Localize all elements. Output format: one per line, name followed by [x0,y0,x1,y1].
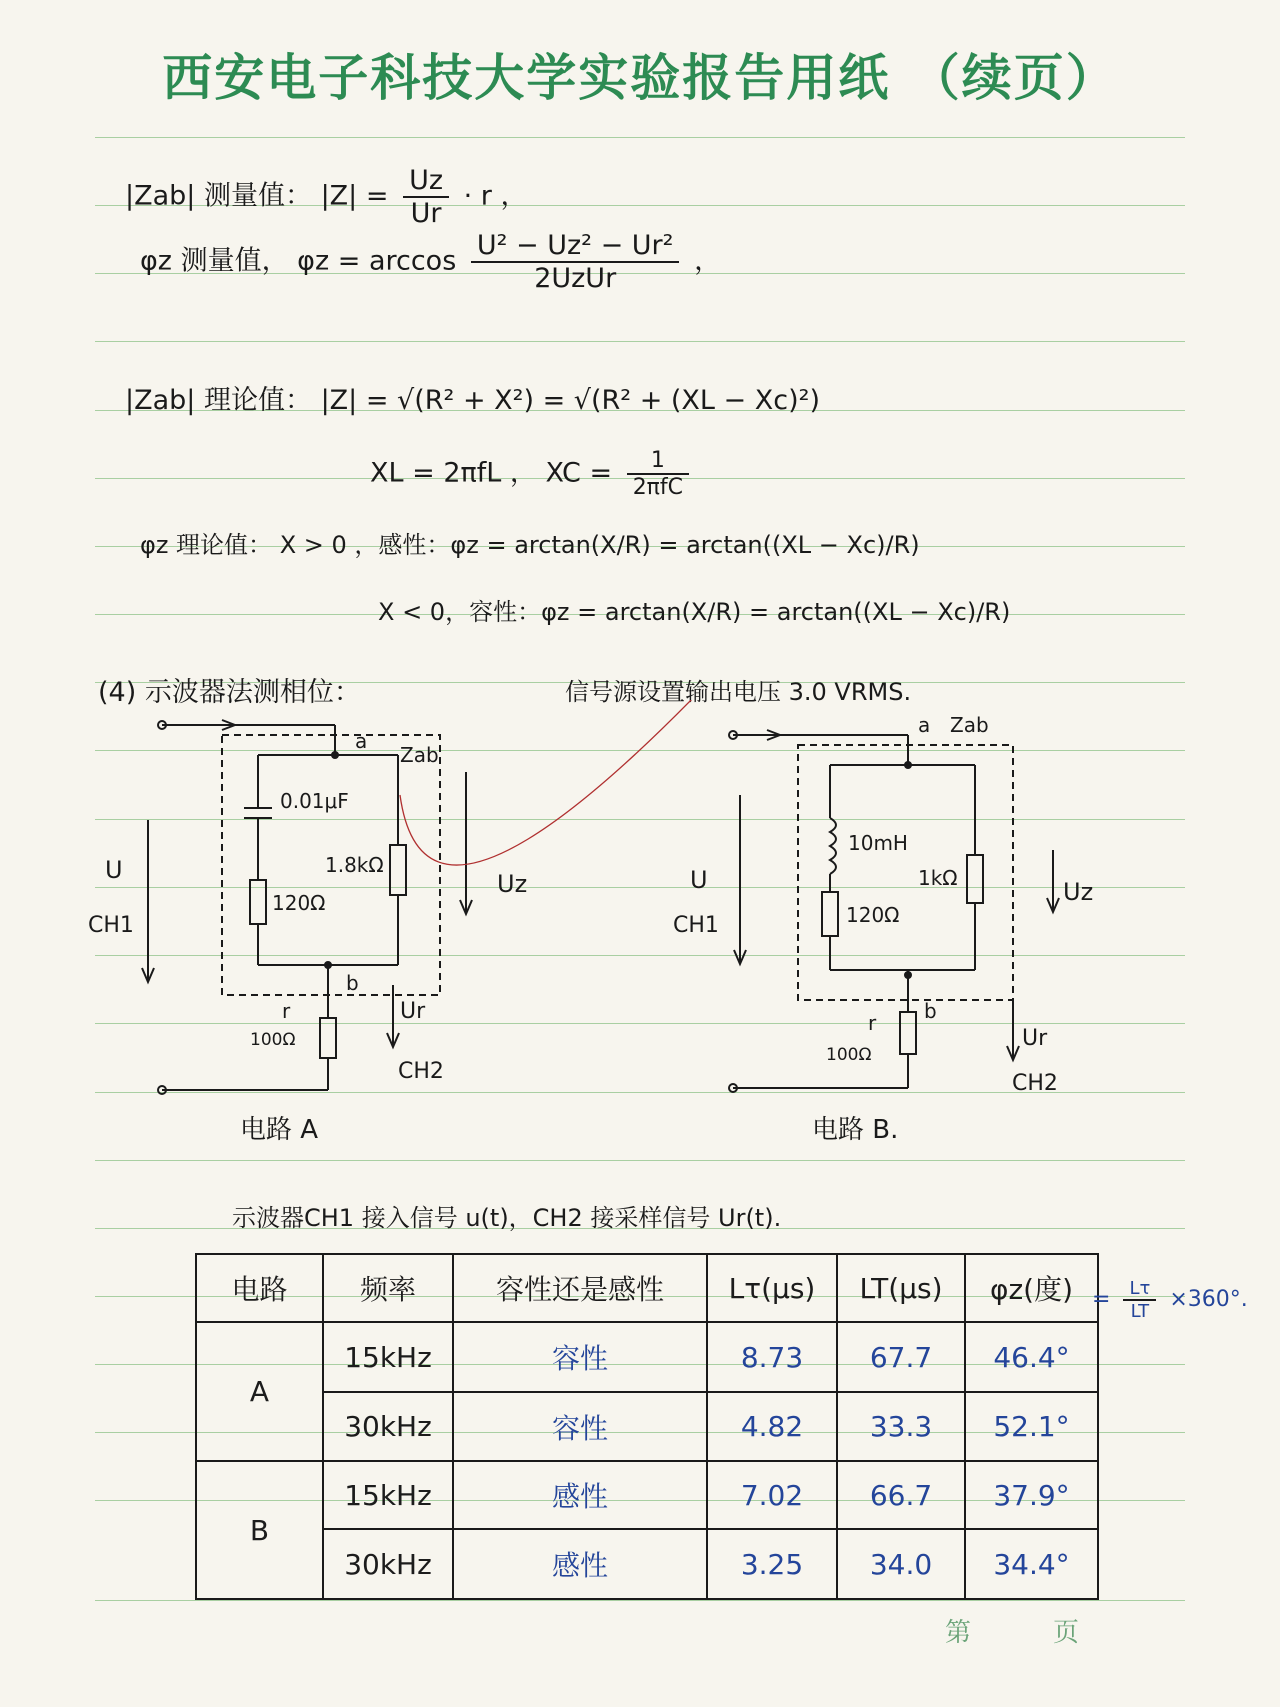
z-theory-label: |Zab| 理论值： [125,385,312,416]
header-lt-small: Lτ(μs) [707,1254,837,1322]
z-measured-tail: · r ， [463,180,528,212]
phi-measured-tail: ， [694,245,722,277]
phi-measured-fraction [471,230,680,294]
z-measured-num: Uz [403,165,449,198]
circuit-diagrams [0,700,1280,1160]
sample-resistor-b-label: 100Ω [826,1045,872,1065]
type-cell: 容性 [453,1392,707,1461]
freq-cell: 30kHz [323,1529,453,1599]
type-cell: 感性 [453,1529,707,1599]
inductor-label: 10mH [848,831,908,855]
phase-formula-num: Lτ [1123,1278,1156,1301]
red-pen-stroke [400,700,880,865]
circuit-b-u-label: U [690,866,708,894]
circuit-a-ch2-label: CH2 [398,1059,444,1084]
resistor-120-b [822,892,838,936]
lt-cell: 3.25 [707,1529,837,1599]
period-cell: 34.0 [837,1529,965,1599]
header-lt-period: LT(μs) [837,1254,965,1322]
xc-lhs: XC = [545,457,613,489]
period-cell: 67.7 [837,1322,965,1392]
resistor-1k [967,855,983,903]
xl-expr: XL = 2πfL ， [370,457,537,489]
lt-cell: 4.82 [707,1392,837,1461]
circuit-a-u-label: U [105,856,123,884]
header-frequency: 频率 [323,1254,453,1322]
circuit-a-label-zab: Zab [400,743,439,767]
period-cell: 66.7 [837,1461,965,1529]
circuit-b-uz-label: Uz [1063,878,1094,906]
type-cell: 容性 [453,1322,707,1392]
resistor-1k-label: 1kΩ [918,866,958,890]
phi-cell: 52.1° [965,1392,1098,1461]
ruled-line [95,1600,1185,1601]
z-measured-lhs: |Z| = [320,180,389,212]
circuit-b-label-a: a [918,713,931,737]
reactance-line [370,448,695,500]
circuit-b-ch2-label: CH2 [1012,1071,1058,1096]
circuit-a-uz-label: Uz [497,870,528,898]
phi-measured-line [140,230,721,294]
header-phi: φz(度) [965,1254,1098,1322]
lt-cell: 8.73 [707,1322,837,1392]
phi-measured-label: φz 测量值， [140,245,289,277]
phase-formula-fraction [1123,1278,1156,1322]
z-measured-label: |Zab| 测量值： [125,180,312,212]
table-note: 示波器CH1 接入信号 u(t)，CH2 接采样信号 Ur(t). [232,1204,782,1232]
phi-measured-num: U² − Uz² − Ur² [471,230,680,263]
phi-cell: 37.9° [965,1461,1098,1529]
resistor-1k8-label: 1.8kΩ [325,853,384,877]
circuit-b-label-b: b [924,999,937,1023]
resistor-120-a-label: 120Ω [272,891,326,915]
capacitor-label: 0.01μF [280,789,349,813]
circuit-b-ur-label: Ur [1022,1026,1048,1051]
circuit-a-r-label: r [282,999,291,1023]
circuit-b-r-label: r [868,1011,877,1035]
phi-capacitive: X < 0，容性：φz = arctan(X/R) = arctan((XL − Xc)/R) [378,598,1011,626]
resistor-120-a [250,880,266,924]
circuit-b-caption: 电路 B. [812,1115,899,1145]
circuit-a-caption: 电路 A [240,1115,319,1145]
circuit-b-ch1-label: CH1 [673,913,719,938]
period-cell: 33.3 [837,1392,965,1461]
z-measured-fraction [403,165,449,229]
header-type: 容性还是感性 [453,1254,707,1322]
sample-resistor-a [320,1018,336,1058]
phase-formula-suffix: ×360°. [1169,1287,1248,1312]
source-note: 信号源设置输出电压 3.0 VRMS. [565,678,912,706]
xc-fraction [627,448,689,500]
phi-theory-line [140,525,920,560]
type-cell: 感性 [453,1461,707,1529]
phi-cell: 34.4° [965,1529,1098,1599]
ruled-line [95,1160,1185,1161]
table-header-row [196,1254,1098,1322]
table-row [196,1461,1098,1529]
circuit-a-label-b: b [346,971,359,995]
z-measured-den: Ur [410,198,442,229]
table-row [196,1322,1098,1392]
footer-page-left: 第 [945,1618,972,1648]
resistor-1k8 [390,845,406,895]
circuit-a-ch1-label: CH1 [88,913,134,938]
freq-cell: 30kHz [323,1392,453,1461]
z-theory-expr: |Z| = √(R² + X²) = √(R² + (XL − Xc)²) [320,385,820,416]
phi-theory-label: φz 理论值： [140,531,273,559]
inductor-coil [830,818,836,874]
table-row [196,1392,1098,1461]
page-title: 西安电子科技大学实验报告用纸 （续页） [162,48,1118,107]
freq-cell: 15kHz [323,1322,453,1392]
phase-formula-note [1092,1278,1248,1322]
circuit-a-cell: A [196,1322,323,1461]
circuit-b-label-zab: Zab [950,713,989,737]
header-circuit: 电路 [196,1254,323,1322]
phi-cell: 46.4° [965,1322,1098,1392]
measurement-table [195,1253,1099,1600]
section-heading: (4) 示波器法测相位： [98,677,361,708]
phi-inductive: X > 0 ，感性：φz = arctan(X/R) = arctan((XL − Xc)/R) [279,531,920,559]
lt-cell: 7.02 [707,1461,837,1529]
sample-resistor-a-label: 100Ω [250,1030,296,1050]
circuit-a-ur-label: Ur [400,999,426,1024]
z-measured-line [125,165,527,229]
freq-cell: 15kHz [323,1461,453,1529]
ruled-line [95,137,1185,138]
xc-num: 1 [627,448,689,475]
ruled-line [95,341,1185,342]
phi-measured-lhs: φz = arccos [297,245,457,277]
circuit-a-label-a: a [355,729,368,753]
xc-den: 2πfC [632,475,684,500]
phase-formula-den: LT [1130,1301,1150,1322]
phi-measured-den: 2UzUr [534,263,617,294]
phase-formula-prefix: = [1092,1287,1111,1312]
resistor-120-b-label: 120Ω [846,903,900,927]
z-theory-line [125,378,820,417]
sample-resistor-b [900,1012,916,1054]
circuit-b-cell: B [196,1461,323,1599]
footer-page-right: 页 [1053,1618,1080,1648]
table-row [196,1529,1098,1599]
